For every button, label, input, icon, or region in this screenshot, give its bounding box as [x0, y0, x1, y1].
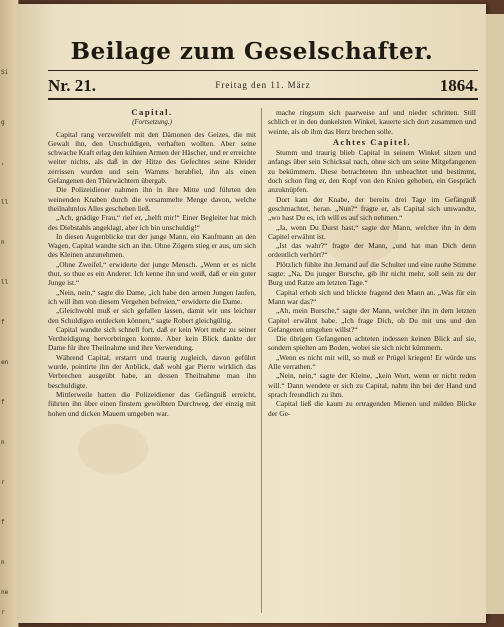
newspaper-page — [18, 4, 486, 623]
left-page-fragment: n — [1, 239, 5, 246]
issue-date: Freitag den 11. März — [215, 80, 311, 90]
paragraph: „Ja, wenn Du Durst hast,“ sagte der Mann, welcher ihn in dem Capitel erwähnt ist. — [268, 222, 476, 241]
paragraph: Capital wandte sich schnell fort, daß er kein Wort mehr zu seiner Vertheidigung hervorbringen konnte. Aber kein Blick dankte der Dame für ihre Theilnahme und ihre Verwendung. — [48, 324, 256, 353]
left-page-fragment: r — [1, 609, 5, 616]
paragraph: Während Capital, erstarrt und traurig zugleich, davon geführt wurde, pointirte ihn der Anblick, daß wohl gar Pierre wirklich das Verbrechen ausgeübt habe, an dessen Theilnahme man ihn beschuldigte. — [48, 352, 256, 390]
chapter-title: Capital. — [131, 108, 173, 117]
column-divider — [261, 108, 262, 613]
left-page-fragment: f — [1, 519, 5, 526]
issue-line — [48, 76, 478, 94]
issue-number: Nr. 21. — [48, 76, 97, 95]
chapter-title: Achtes Capitel. — [332, 136, 412, 147]
paragraph: Plötzlich fühlte ihn Jemand auf die Schulter und eine rauhe Stimme sagte: „Na, Du junger Bursche, gib ihr nicht mehr, soll sein zu der Burg und Ratze am letzten Tage.“ — [268, 259, 476, 288]
paragraph: „Ist das wahr?“ fragte der Mann, „und hat man Dich denn ordentlich verhört?“ — [268, 241, 476, 260]
paragraph: Capital ließ die kaum zu ertragenden Mienen und milden Blicke der Ge- — [268, 399, 476, 418]
left-page-fragment: f — [1, 399, 5, 406]
paragraph: Mittlerweile hatten die Polizeidiener das Gefängniß erreicht, führten ihn über einen finstern gewölbten Durchweg, der einzig mit hohen und dicken Mauern umgeben war. — [48, 389, 256, 418]
left-page-fragment: n — [1, 439, 5, 446]
left-page-fragment: ne — [1, 589, 9, 596]
left-page-fragment: ll — [1, 279, 9, 286]
paragraph: „Gleichwohl muß er sich gefallen lassen, damit wir uns leichter den Schuldigen entdecken können,“ sagte Robert gleichgültig. — [48, 306, 256, 325]
paragraph: In diesen Augenblicke trat der junge Mann, ein Kaufmann an den Wagen, Capital wandte sich an ihn. Ohne Zögern stieg er aus, um sich des Kleinen anzunehmen. — [48, 231, 256, 260]
header-rule-top — [48, 70, 478, 71]
chapter-subtitle: (Fortsetzung.) — [132, 118, 172, 127]
left-page-fragment: n — [1, 559, 5, 566]
paragraph: „Wenn es nicht mit will, so muß er Prügel kriegen! Er würde uns Alle verrathen.“ — [268, 352, 476, 372]
left-page-fragment: g — [1, 119, 5, 126]
left-page-fragment: , — [1, 159, 5, 166]
paragraph: „Ohne Zweifel,“ erwiderte der junge Mensch. „Wenn er es nicht thut, so thue es ein Anderer. Ich kenne ihn und weiß, daß er ein guter Junge ist.“ — [48, 259, 256, 288]
header-rule-bottom — [48, 98, 478, 100]
paragraph: „Nein, nein,“ sagte die Dame, „ich habe den armen Jungen laufen, ich will ihm von diesem Vergehen befreien,“ erwiderte die Dame. — [48, 287, 256, 306]
issue-year: 1864. — [439, 76, 478, 95]
paragraph: mache ringsum sich paarweise auf und nieder schritten. Still schlich er in den dunkelsten Winkel, kauerte sich dort zusammen und weinte, als ob ihm das Herz brechen solle. — [268, 108, 476, 136]
paragraph: „Nein, nein,“ sagte der Kleine, „kein Wort, wenn er nicht reden will.“ Dann wendete er sich zu Capital, nahm ihn bei der Hand und sprach freundlich zu ihm. — [268, 371, 476, 399]
paragraph: Capital erhob sich und blickte fragend den Mann an. „Was für ein Mann war das?“ — [268, 287, 476, 306]
paragraph: Capital rang verzweifelt mit den Dämonen des Geizes, die mit Gewalt ihn, den Unschuldigen, verhaften wollten. Aber seine schwache Kraft erlag den kühnen Armen der Häscher, und er erreichte weiter nichts, als daß in der Hitze des Gefechtes seine Kleider zerrissen wurden und sein Wamms herabfiel, ihn als einen Gefangenen den Thürwächtern übergab. — [48, 129, 256, 186]
left-page-fragment: en — [1, 359, 9, 366]
left-page-fragment: Si — [1, 69, 9, 76]
right-column — [268, 108, 476, 613]
left-page-fragment: ll — [1, 199, 9, 206]
masthead-title: Beilage zum Geselschafter. — [70, 38, 434, 65]
left-page-edge — [0, 0, 19, 627]
paragraph: Dort kam der Knabe, der bereits drei Tage im Gefängniß geschmachtet, heran. „Nun?“ fragte er, als Capital sich umwandte, „wo hast Du es, ich will es auf sich nehmen.“ — [268, 194, 476, 223]
left-page-fragment: f — [1, 319, 5, 326]
left-column — [48, 108, 256, 613]
left-page-fragment: r — [1, 479, 5, 486]
page-stack-edge — [486, 14, 504, 614]
paragraph: Stumm und traurig blieb Capital in seinem Winkel sitzen und anfangs über sein Schicksal nach, ohne sich um seine Mitgefangenen zu bekümmern. Diese betrachteten ihn unbeachtet und bestimmt, doch schon fing er, den Kopf von den Knien gehoben, ein Gespräch anzuknüpfen. — [268, 148, 476, 195]
paragraph: Die übrigen Gefangenen achteten indessen keinen Blick auf sie, sondern spielten am Boden, wobei sie sich nicht kümmern. — [268, 334, 476, 353]
paragraph: „Ah, mein Bursche,“ sagte der Mann, welcher ihn in dem letzten Capitel erwähnt habe. „Ich frage Dich, ob Du mit uns und den Gefangenen umgehen willst?“ — [268, 306, 476, 334]
paragraph: „Ach, gnädige Frau,“ rief er, „helft mir!“ Einer Begleiter hat mich des Diebstahls angeklagt, aber ich bin unschuldig!“ — [48, 213, 256, 232]
paragraph: Die Polizeidiener nahmen ihn in ihre Mitte und führten den weinenden Knaben durch die versammelte Menge davon, welche theilnahmlos Alles geschehen ließ. — [48, 185, 256, 213]
